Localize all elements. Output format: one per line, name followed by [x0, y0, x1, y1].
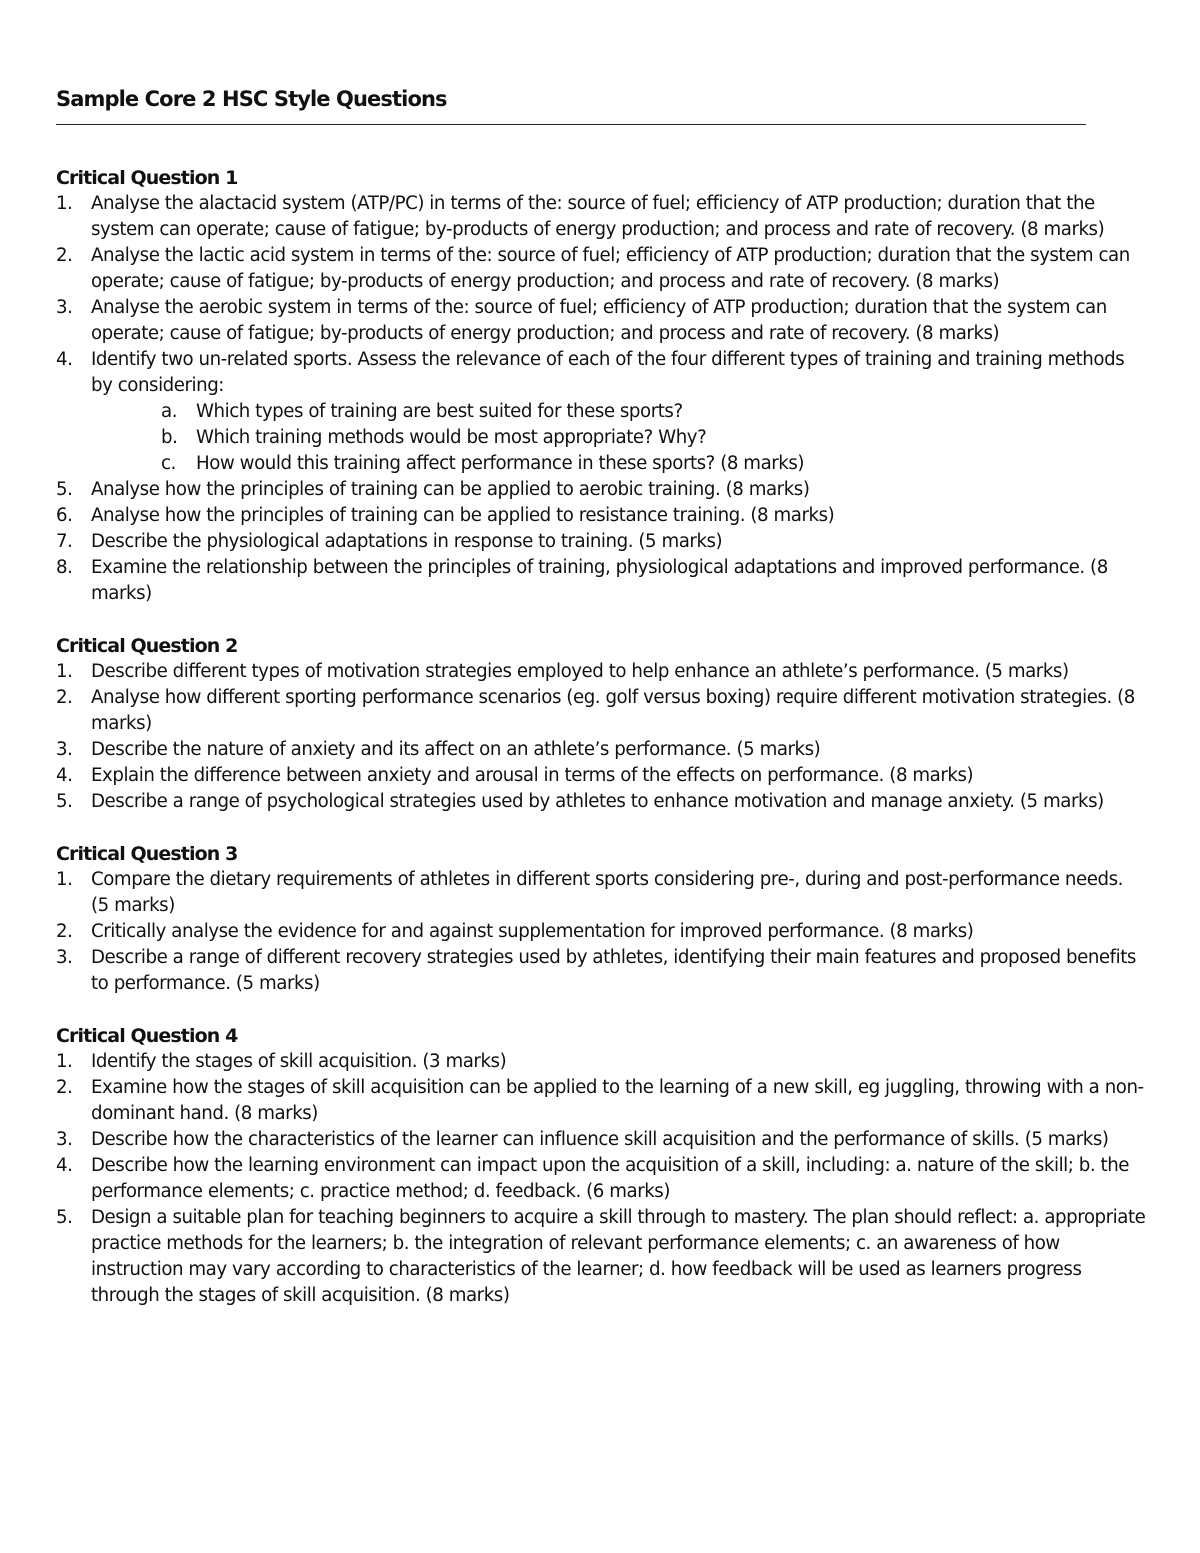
question-item — [56, 243, 1146, 295]
question-number: 5. — [56, 1207, 73, 1228]
question-text: Examine the relationship between the principles of training, physiological adaptations and improved performance. (8 marks) — [91, 557, 1108, 604]
sub-question-text: How would this training affect performance in these sports? (8 marks) — [196, 453, 805, 474]
question-item — [56, 1049, 1146, 1075]
question-list — [56, 867, 1146, 997]
question-text: Examine how the stages of skill acquisition can be applied to the learning of a new skill, eg juggling, throwing with a non-dominant hand. (8 marks) — [91, 1077, 1144, 1124]
question-number: 7. — [56, 531, 73, 552]
question-item — [56, 763, 1146, 789]
question-item — [56, 867, 1146, 919]
question-item — [56, 503, 1146, 529]
sub-question-item — [56, 399, 1146, 425]
sub-question-item — [56, 425, 1146, 451]
question-item — [56, 1153, 1146, 1205]
question-list — [56, 191, 1146, 607]
question-number: 1. — [56, 193, 73, 214]
question-number: 4. — [56, 349, 73, 370]
sections-container — [56, 165, 1146, 1309]
critical-question-section — [56, 165, 1146, 607]
question-text: Describe a range of different recovery strategies used by athletes, identifying their main features and proposed benefits to performance. (5 marks) — [91, 947, 1136, 994]
question-number: 3. — [56, 1129, 73, 1150]
document-page — [56, 84, 1146, 1309]
question-number: 8. — [56, 557, 73, 578]
question-item — [56, 477, 1146, 503]
sub-question-item — [56, 451, 1146, 477]
sub-question-text: Which training methods would be most appropriate? Why? — [196, 427, 707, 448]
question-number: 1. — [56, 869, 73, 890]
question-number: 1. — [56, 1051, 73, 1072]
title-divider — [56, 124, 1086, 125]
question-text: Describe how the characteristics of the learner can influence skill acquisition and the performance of skills. (5 marks) — [91, 1129, 1109, 1150]
question-item — [56, 1075, 1146, 1127]
question-number: 2. — [56, 687, 73, 708]
critical-question-section — [56, 1023, 1146, 1309]
question-text: Compare the dietary requirements of athletes in different sports considering pre-, during and post-performance needs. (5 marks) — [91, 869, 1123, 916]
question-item — [56, 347, 1146, 399]
question-number: 4. — [56, 765, 73, 786]
question-text: Analyse how different sporting performance scenarios (eg. golf versus boxing) require different motivation strategies. (8 marks) — [91, 687, 1135, 734]
critical-question-section — [56, 841, 1146, 997]
question-text: Analyse the alactacid system (ATP/PC) in terms of the: source of fuel; efficiency of ATP production; duration that the system can operate; cause of fatigue; by-products of energy production; and process and rate of recovery. (8 marks) — [91, 193, 1105, 240]
question-text: Describe the nature of anxiety and its affect on an athlete’s performance. (5 marks) — [91, 739, 821, 760]
question-number: 3. — [56, 297, 73, 318]
question-list — [56, 1049, 1146, 1309]
question-number: 3. — [56, 947, 73, 968]
document-title: Sample Core 2 HSC Style Questions — [56, 87, 447, 111]
question-text: Explain the difference between anxiety and arousal in terms of the effects on performance. (8 marks) — [91, 765, 974, 786]
question-item — [56, 919, 1146, 945]
section-heading: Critical Question 2 — [56, 635, 238, 657]
question-text: Describe a range of psychological strategies used by athletes to enhance motivation and manage anxiety. (5 marks) — [91, 791, 1104, 812]
question-text: Describe how the learning environment can impact upon the acquisition of a skill, including: a. nature of the skill; b. the performance elements; c. practice method; d. feedback. (6 marks) — [91, 1155, 1130, 1202]
question-text: Describe different types of motivation strategies employed to help enhance an athlete’s performance. (5 marks) — [91, 661, 1069, 682]
question-text: Analyse how the principles of training can be applied to resistance training. (8 marks) — [91, 505, 835, 526]
question-number: 6. — [56, 505, 73, 526]
section-heading: Critical Question 1 — [56, 167, 238, 189]
question-item — [56, 191, 1146, 243]
question-number: 1. — [56, 661, 73, 682]
question-item — [56, 1127, 1146, 1153]
question-item — [56, 685, 1146, 737]
question-number: 2. — [56, 921, 73, 942]
sub-question-letter: b. — [161, 427, 178, 448]
section-heading: Critical Question 3 — [56, 843, 238, 865]
question-item — [56, 659, 1146, 685]
question-text: Analyse the lactic acid system in terms of the: source of fuel; efficiency of ATP production; duration that the system can operate; cause of fatigue; by-products of energy production; and process and rate of recovery. (8 marks) — [91, 245, 1130, 292]
question-number: 3. — [56, 739, 73, 760]
question-number: 4. — [56, 1155, 73, 1176]
question-item — [56, 945, 1146, 997]
question-item — [56, 529, 1146, 555]
sub-question-text: Which types of training are best suited for these sports? — [196, 401, 683, 422]
question-text: Analyse the aerobic system in terms of the: source of fuel; efficiency of ATP production; duration that the system can operate; cause of fatigue; by-products of energy production; and process and rate of recovery. (8 marks) — [91, 297, 1107, 344]
question-text: Analyse how the principles of training can be applied to aerobic training. (8 marks) — [91, 479, 810, 500]
question-text: Identify two un-related sports. Assess the relevance of each of the four different types of training and training methods by considering: — [91, 349, 1125, 396]
question-number: 5. — [56, 479, 73, 500]
question-number: 5. — [56, 791, 73, 812]
sub-question-list — [56, 399, 1146, 477]
critical-question-section — [56, 633, 1146, 815]
question-text: Describe the physiological adaptations in response to training. (5 marks) — [91, 531, 723, 552]
question-text: Critically analyse the evidence for and against supplementation for improved performance. (8 marks) — [91, 921, 974, 942]
question-number: 2. — [56, 1077, 73, 1098]
section-heading: Critical Question 4 — [56, 1025, 238, 1047]
question-text: Design a suitable plan for teaching beginners to acquire a skill through to mastery. The plan should reflect: a. appropriate practice methods for the learners; b. the integration of relevant performance elements; c. an awareness of how instruction may vary according to characteristics of the learner; d. how feedback will be used as learners progress through the stages of skill acquisition. (8 marks) — [91, 1207, 1146, 1306]
sub-question-letter: c. — [161, 453, 176, 474]
question-number: 2. — [56, 245, 73, 266]
sub-question-letter: a. — [161, 401, 178, 422]
question-list — [56, 659, 1146, 815]
question-item — [56, 1205, 1146, 1309]
question-item — [56, 789, 1146, 815]
question-item — [56, 737, 1146, 763]
question-item — [56, 295, 1146, 347]
question-text: Identify the stages of skill acquisition. (3 marks) — [91, 1051, 507, 1072]
question-item — [56, 555, 1146, 607]
